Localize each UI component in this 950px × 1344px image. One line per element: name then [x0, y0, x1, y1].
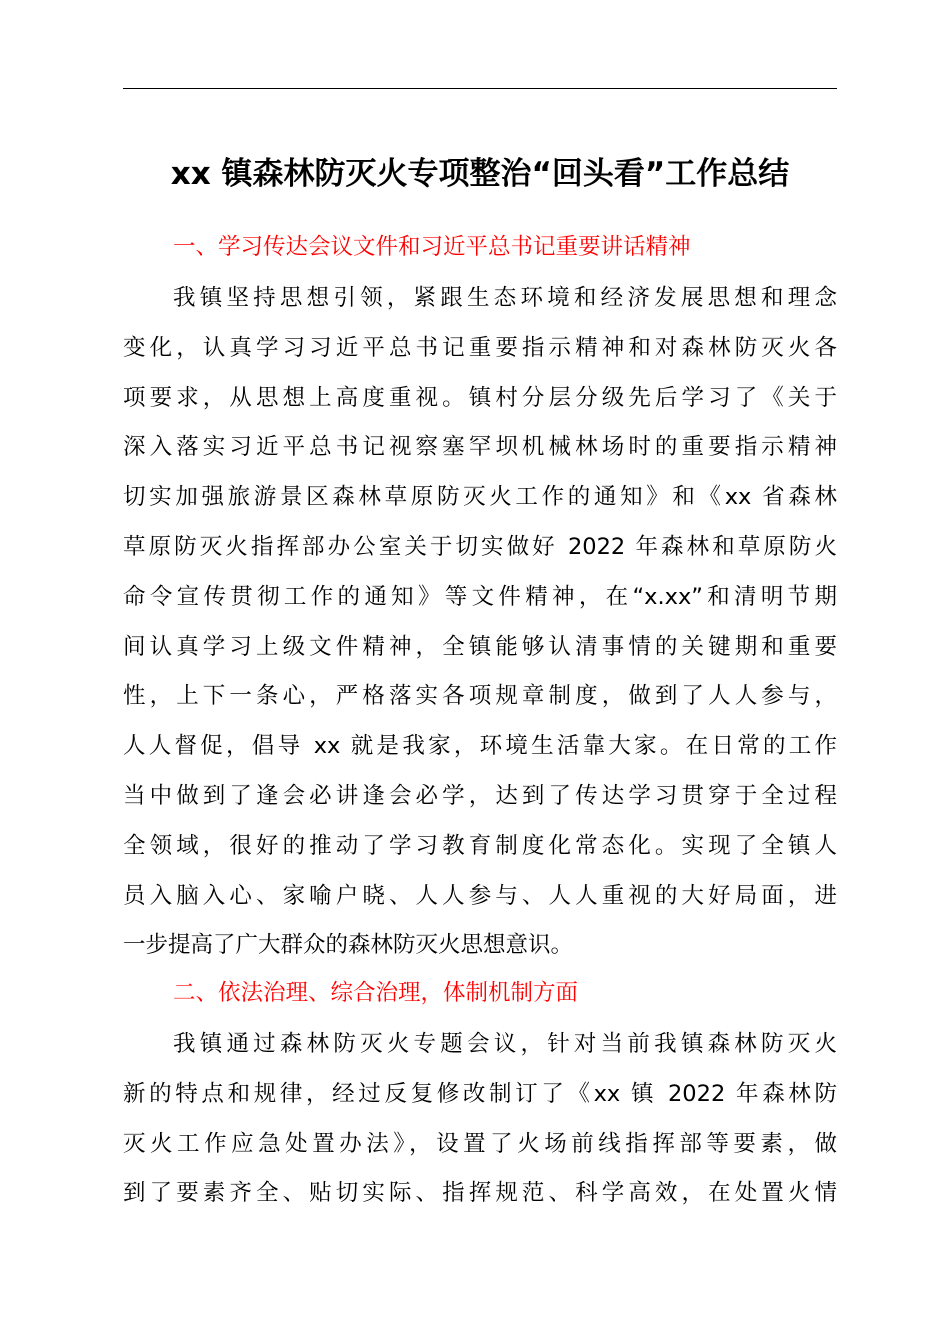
paragraph-line: 变化，认真学习习近平总书记重要指示精神和对森林防灭火各: [123, 334, 837, 361]
section-heading-2: 二、依法治理、综合治理，体制机制方面: [173, 980, 579, 1006]
paragraph-line: 性，上下一条心，严格落实各项规章制度，做到了人人参与，: [123, 683, 837, 710]
paragraph-line: 命令宣传贯彻工作的通知》等文件精神，在“x.xx”和清明节期: [123, 583, 837, 610]
paragraph-line: 一步提高了广大群众的森林防灭火思想意识。: [123, 932, 574, 959]
paragraph-line: 深入落实习近平总书记视察塞罕坝机械林场时的重要指示精神: [123, 434, 837, 461]
paragraph-line: 员入脑入心、家喻户晓、人人参与、人人重视的大好局面，进: [123, 882, 837, 909]
section-heading-1: 一、学习传达会议文件和习近平总书记重要讲话精神: [173, 234, 691, 260]
paragraph-line: 草原防灭火指挥部办公室关于切实做好 2022 年森林和草原防火: [123, 533, 837, 560]
paragraph-line: 我镇通过森林防灭火专题会议，针对当前我镇森林防灭火: [173, 1031, 837, 1057]
document-title: xx 镇森林防灭火专项整治“回头看”工作总结: [170, 156, 790, 192]
header-rule: [123, 88, 837, 89]
paragraph-line: 全领域，很好的推动了学习教育制度化常态化。实现了全镇人: [123, 832, 837, 859]
paragraph-line: 切实加强旅游景区森林草原防灭火工作的通知》和《xx 省森林: [123, 484, 837, 511]
paragraph-line: 间认真学习上级文件精神，全镇能够认清事情的关键期和重要: [123, 633, 837, 660]
paragraph-line: 项要求，从思想上高度重视。镇村分层分级先后学习了《关于: [123, 384, 837, 411]
paragraph-line: 人人督促，倡导 xx 就是我家，环境生活靠大家。在日常的工作: [123, 733, 837, 760]
paragraph-line: 当中做到了逢会必讲逢会必学，达到了传达学习贯穿于全过程: [123, 782, 837, 809]
section-1-paragraph: [123, 274, 837, 971]
paragraph-line: 我镇坚持思想引领，紧跟生态环境和经济发展思想和理念: [173, 285, 837, 311]
paragraph-line: 灭火工作应急处置办法》，设置了火场前线指挥部等要素，做: [123, 1130, 837, 1157]
section-2-paragraph: [123, 1020, 837, 1219]
paragraph-line: 到了要素齐全、贴切实际、指挥规范、科学高效，在处置火情: [123, 1180, 837, 1207]
paragraph-line: 新的特点和规律，经过反复修改制订了《xx 镇 2022 年森林防: [123, 1080, 837, 1107]
